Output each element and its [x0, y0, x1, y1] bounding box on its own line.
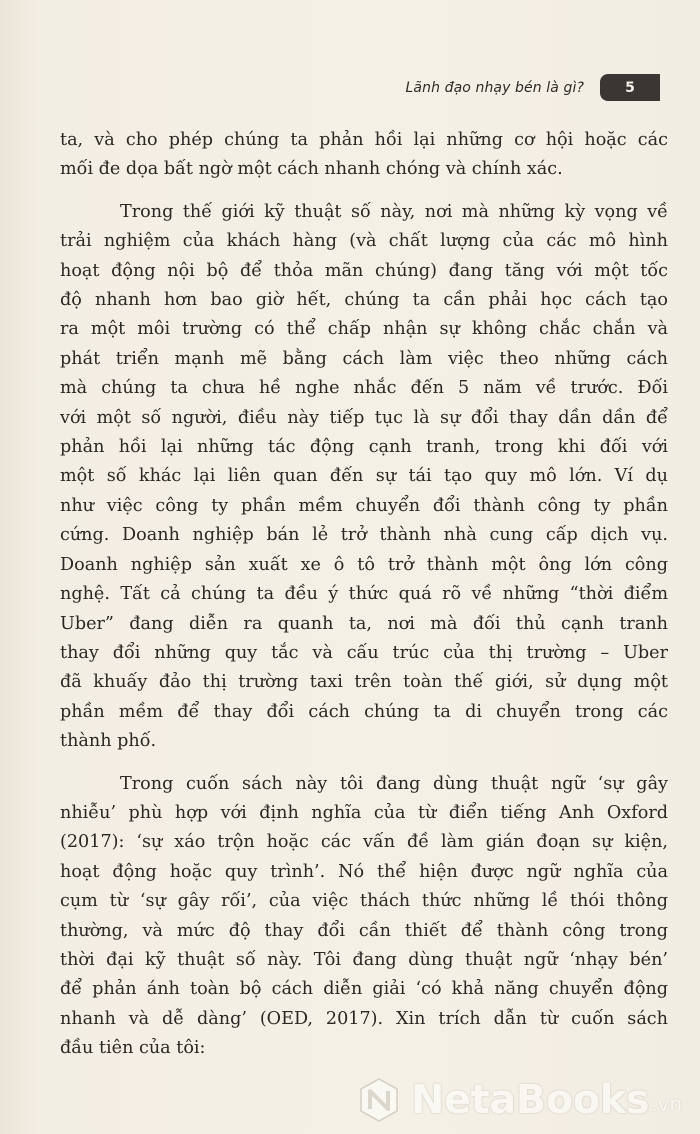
text-line: phát triển mạnh mẽ bằng cách làm việc theo những cách — [60, 348, 668, 369]
text-line: hoạt động hoặc quy trình’. Nó thể hiện được ngữ nghĩa của — [60, 861, 668, 882]
watermark-suffix: .vn — [651, 1092, 682, 1116]
text-line: cụm từ ‘sự gây rối’, của việc thách thức những lề thói thông — [60, 891, 668, 912]
text-line: đầu tiên của tôi: — [60, 1038, 206, 1059]
text-line: phản hồi lại những tác động cạnh tranh, trong khi đối với — [60, 437, 668, 458]
paragraph — [60, 126, 668, 185]
text-line: ra một môi trường có thể chấp nhận sự không chắc chắn và — [60, 319, 668, 340]
page-number: 5 — [600, 74, 660, 101]
text-line: Doanh nghiệp sản xuất xe ô tô trở thành một ông lớn công — [60, 554, 668, 575]
paragraph — [60, 770, 668, 1064]
page-header — [406, 74, 660, 101]
text-line: phần mềm để thay đổi cách chúng ta di chuyển trong các — [60, 701, 668, 722]
text-line: thường, và mức độ thay đổi cần thiết để thành công trong — [60, 920, 668, 941]
text-line: để phản ánh toàn bộ cách diễn giải ‘có khả năng chuyển động — [60, 979, 668, 1000]
watermark — [355, 1076, 682, 1124]
text-line: một số khác lại liên quan đến sự tái tạo quy mô lớn. Ví dụ — [60, 466, 668, 487]
text-line: Uber” đang diễn ra quanh ta, nơi mà đối thủ cạnh tranh — [60, 613, 668, 634]
text-line: ta, và cho phép chúng ta phản hồi lại những cơ hội hoặc các — [60, 130, 668, 150]
text-line: Trong cuốn sách này tôi đang dùng thuật ngữ ‘sự gây — [120, 773, 668, 794]
text-line: thời đại kỹ thuật số này. Tôi đang dùng thuật ngữ ‘nhạy bén’ — [60, 949, 668, 970]
text-line: Trong thế giới kỹ thuật số này, nơi mà những kỳ vọng về — [120, 201, 668, 222]
running-title: Lãnh đạo nhạy bén là gì? — [405, 79, 584, 96]
text-line: cứng. Doanh nghiệp bán lẻ trở thành nhà cung cấp dịch vụ. — [60, 525, 668, 546]
netabooks-logo-icon — [355, 1076, 403, 1124]
text-line: thành phố. — [60, 731, 157, 752]
text-line: với một số người, điều này tiếp tục là sự đổi thay dần dần để — [60, 407, 668, 428]
text-line: trải nghiệm của khách hàng (và chất lượng của các mô hình — [60, 231, 668, 252]
text-line: nghệ. Tất cả chúng ta đều ý thức quá rõ về những “thời điểm — [60, 584, 668, 605]
body-text — [60, 126, 668, 1064]
text-line: đã khuấy đảo thị trường taxi trên toàn thế giới, sử dụng một — [60, 672, 668, 693]
paragraph — [60, 198, 668, 757]
text-line: như việc công ty phần mềm chuyển đổi thành công ty phần — [60, 495, 668, 516]
text-line: (2017): ‘sự xáo trộn hoặc các vấn đề làm gián đoạn sự kiện, — [60, 832, 668, 853]
text-line: nhanh và dễ dàng’ (OED, 2017). Xin trích dẫn từ cuốn sách — [60, 1008, 668, 1029]
watermark-brand: NetaBooks — [411, 1077, 650, 1123]
text-line: mối đe dọa bất ngờ một cách nhanh chóng và chính xác. — [60, 159, 563, 180]
text-line: hoạt động nội bộ để thỏa mãn chúng) đang tăng với một tốc — [60, 260, 668, 281]
text-line: thay đổi những quy tắc và cấu trúc của thị trường – Uber — [60, 642, 668, 663]
text-line: nhiễu’ phù hợp với định nghĩa của từ điển tiếng Anh Oxford — [60, 802, 668, 823]
text-line: mà chúng ta chưa hề nghe nhắc đến 5 năm về trước. Đối — [60, 378, 668, 399]
text-line: độ nhanh hơn bao giờ hết, chúng ta cần phải học cách tạo — [60, 290, 668, 311]
